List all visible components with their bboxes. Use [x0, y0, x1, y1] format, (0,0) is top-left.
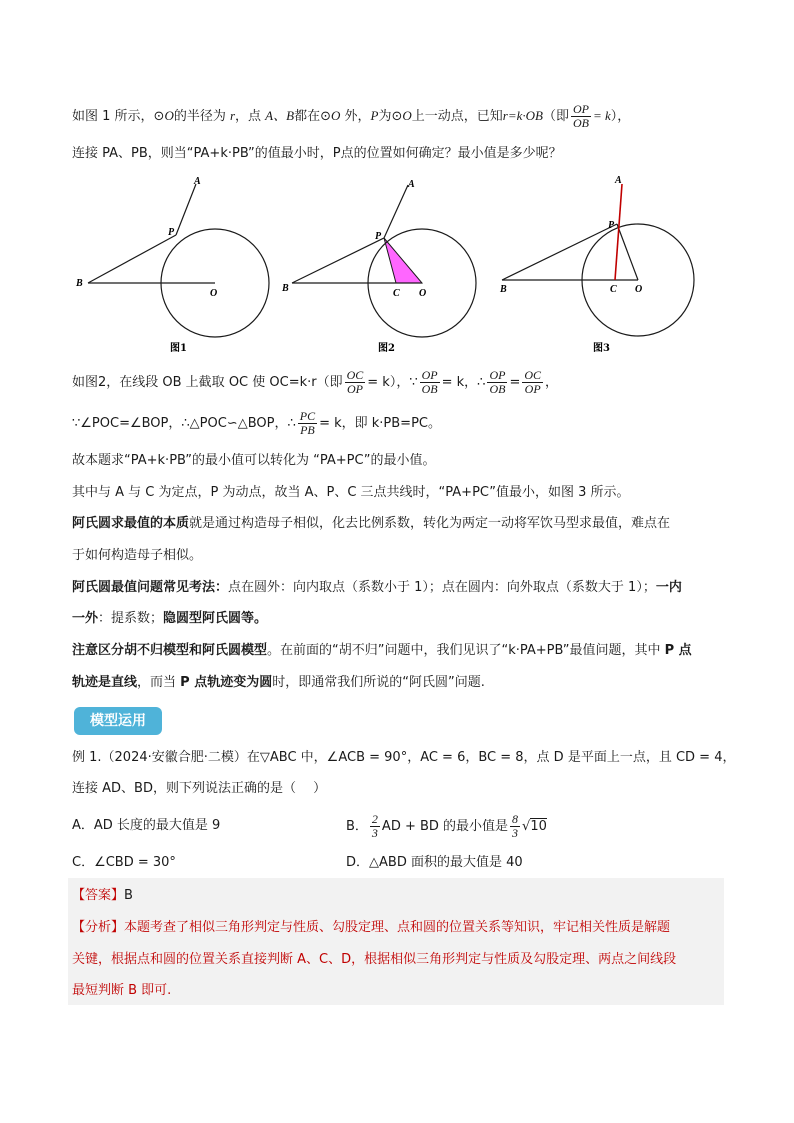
fraction [298, 410, 317, 437]
label-o: O [635, 284, 643, 295]
text: = k [592, 108, 611, 123]
derivation-line-4: 其中与 A 与 C 为定点，P 为动点，故当 A、P、C 三点共线时，“PA+PC”值最小，如图 3 所示。 [72, 485, 630, 500]
segment-po [617, 224, 638, 280]
intro-line-2: 连接 PA、PB，则当“PA+k·PB”的值最小时，P点的位置如何确定？最小值是多少呢？ [72, 146, 562, 161]
bold-text: 一外 [72, 611, 99, 626]
intro-line-1 [72, 103, 630, 130]
text: O [330, 108, 341, 123]
bold-text: 隐圆型阿氏圆等。 [163, 611, 268, 626]
text: 上一动点，已知 [411, 109, 503, 124]
denominator: PB [300, 423, 315, 437]
numerator: OP [489, 368, 506, 382]
text: = k，∴ [441, 375, 486, 390]
label-p: P [608, 220, 615, 231]
text: ，而当 [137, 675, 181, 690]
text: 就是通过构造母子相似，化去比例系数，转化为两定一动将军饮马型求最值，难点在 [189, 516, 671, 531]
segment-pa [176, 184, 196, 235]
analysis-line-1 [72, 918, 670, 938]
common-line-2 [72, 609, 267, 629]
sqrt-radicand: 10 [530, 819, 547, 834]
answer-value: B [124, 888, 133, 903]
derivation-line-3: 故本题求“PA+k·PB”的最小值可以转化为 “PA+PC”的最小值。 [72, 453, 436, 468]
option-a: A．AD 长度的最大值是 9 [72, 818, 221, 833]
numerator: OP [572, 102, 589, 116]
label-b: B [500, 284, 507, 295]
bold-text: 阿氏圆最值问题常见考法： [72, 580, 229, 595]
denominator: OB [489, 382, 506, 396]
label-c: C [393, 288, 400, 299]
answer-line [72, 886, 133, 906]
analysis-text: 本题考查了相似三角形判定与性质、勾股定理、点和圆的位置关系等知识，牢记相关性质是解题 [124, 920, 671, 935]
figure-3 [499, 175, 694, 354]
text: ）， [610, 109, 631, 124]
text: ：提系数； [98, 611, 164, 626]
bold-text: P 点轨迹变为圆 [180, 675, 273, 690]
text: = [509, 375, 521, 390]
denominator: OP [346, 382, 363, 396]
text: ∵∠POC=∠BOP，∴△POC∽△BOP，∴ [72, 416, 296, 431]
label-a: A [615, 175, 622, 186]
label-o: O [210, 288, 218, 299]
denominator: 3 [512, 826, 519, 840]
text: 点在圆外：向内取点（系数小于 1）；点在圆内：向外取点（系数大于 1）； [228, 580, 656, 595]
figure-2 [281, 179, 476, 354]
denominator: OB [421, 382, 438, 396]
option-b [346, 813, 547, 840]
fraction [510, 813, 520, 840]
text: 。在前面的“胡不归”问题中，我们见识了“k·PA+PB”最值问题，其中 [267, 643, 665, 658]
figure-caption: 图3 [593, 343, 610, 354]
bold-text: 注意区分胡不归模型和阿氏圆模型 [72, 643, 268, 658]
derivation-line-2 [72, 410, 441, 437]
option-d: D．△ABD 面积的最大值是 40 [346, 855, 523, 870]
figure-1 [75, 176, 269, 354]
label-a: A [194, 176, 201, 187]
note-line-2 [72, 673, 485, 693]
numerator: OC [346, 368, 364, 382]
segment-bp [502, 224, 617, 280]
fraction [571, 103, 591, 130]
text: A、B [265, 108, 295, 123]
text: （即 [542, 109, 569, 124]
example-line-1: 例 1.（2024·安徽合肥·二模）在▽ABC 中，∠ACB = 90°，AC = 6，BC = 8，点 D 是平面上一点，且 CD = 4， [72, 750, 736, 765]
note-line-1 [72, 641, 692, 661]
bold-text: 一内 [655, 580, 682, 595]
figures [70, 172, 730, 358]
bold-text: 阿氏圆求最值的本质 [72, 516, 190, 531]
numerator: 8 [512, 812, 519, 826]
label-o: O [419, 288, 427, 299]
essence-line-1 [72, 514, 670, 534]
derivation-line-1 [72, 369, 558, 396]
section-tag: 模型运用 [74, 707, 162, 735]
label-b: B [76, 278, 83, 289]
numerator: 2 [371, 812, 378, 826]
numerator: OP [421, 368, 438, 382]
option-c: C．∠CBD = 30° [72, 855, 176, 870]
label-a: A [408, 179, 415, 190]
fraction [370, 813, 380, 840]
example-line-2: 连接 AD、BD，则下列说法正确的是（ ） [72, 781, 327, 796]
text: ， [545, 375, 559, 390]
text: O [402, 108, 412, 123]
text: P [370, 108, 379, 123]
fraction [522, 369, 543, 396]
text: 如图 1 所示，⊙ [72, 109, 165, 124]
text: = k），∵ [367, 375, 418, 390]
label-p: P [168, 227, 175, 238]
label-b: B [282, 283, 289, 294]
text: 都在⊙ [294, 109, 331, 124]
segment-ac-red [615, 184, 622, 280]
triangle-poc [384, 238, 422, 283]
bold-text: P 点 [664, 643, 692, 658]
numerator: PC [299, 409, 316, 423]
fraction [345, 369, 366, 396]
label-c: C [610, 284, 617, 295]
text: 为⊙ [378, 109, 403, 124]
bold-text: 轨迹是直线 [72, 675, 138, 690]
text: 的半径为 [173, 109, 230, 124]
text: ，点 [235, 109, 266, 124]
segment-bp [88, 235, 176, 283]
text: B． [346, 819, 368, 834]
formula: r=k·OB [502, 108, 543, 123]
figure-caption: 图2 [378, 343, 395, 354]
text: 外， [340, 109, 371, 124]
text: AD + BD 的最小值是 [381, 819, 509, 834]
text: r [229, 108, 236, 123]
text: 时，即通常我们所说的“阿氏圆”问题. [272, 675, 485, 690]
analysis-label: 【分析】 [72, 920, 125, 935]
fraction [420, 369, 440, 396]
denominator: OB [572, 116, 589, 130]
segment-pa [384, 185, 408, 238]
essence-line-2: 于如何构造母子相似。 [72, 548, 203, 563]
denominator: OP [524, 382, 541, 396]
numerator: OC [524, 368, 542, 382]
answer-label: 【答案】 [72, 888, 125, 903]
label-p: P [375, 231, 382, 242]
segment-bp [292, 238, 384, 283]
denominator: 3 [371, 826, 378, 840]
common-line-1 [72, 578, 682, 598]
text: 如图2，在线段 OB 上截取 OC 使 OC=k·r（即 [72, 375, 343, 390]
analysis-line-3: 最短判断 B 即可. [72, 983, 172, 998]
text: O [164, 108, 174, 123]
figure-caption: 图1 [170, 343, 187, 354]
analysis-line-2: 关键，根据点和圆的位置关系直接判断 A、C、D，根据相似三角形判定与性质及勾股定理、两点之间线段 [72, 952, 677, 967]
text: = k，即 k·PB=PC。 [319, 416, 441, 431]
fraction [487, 369, 507, 396]
sqrt-symbol: √ [522, 819, 531, 834]
